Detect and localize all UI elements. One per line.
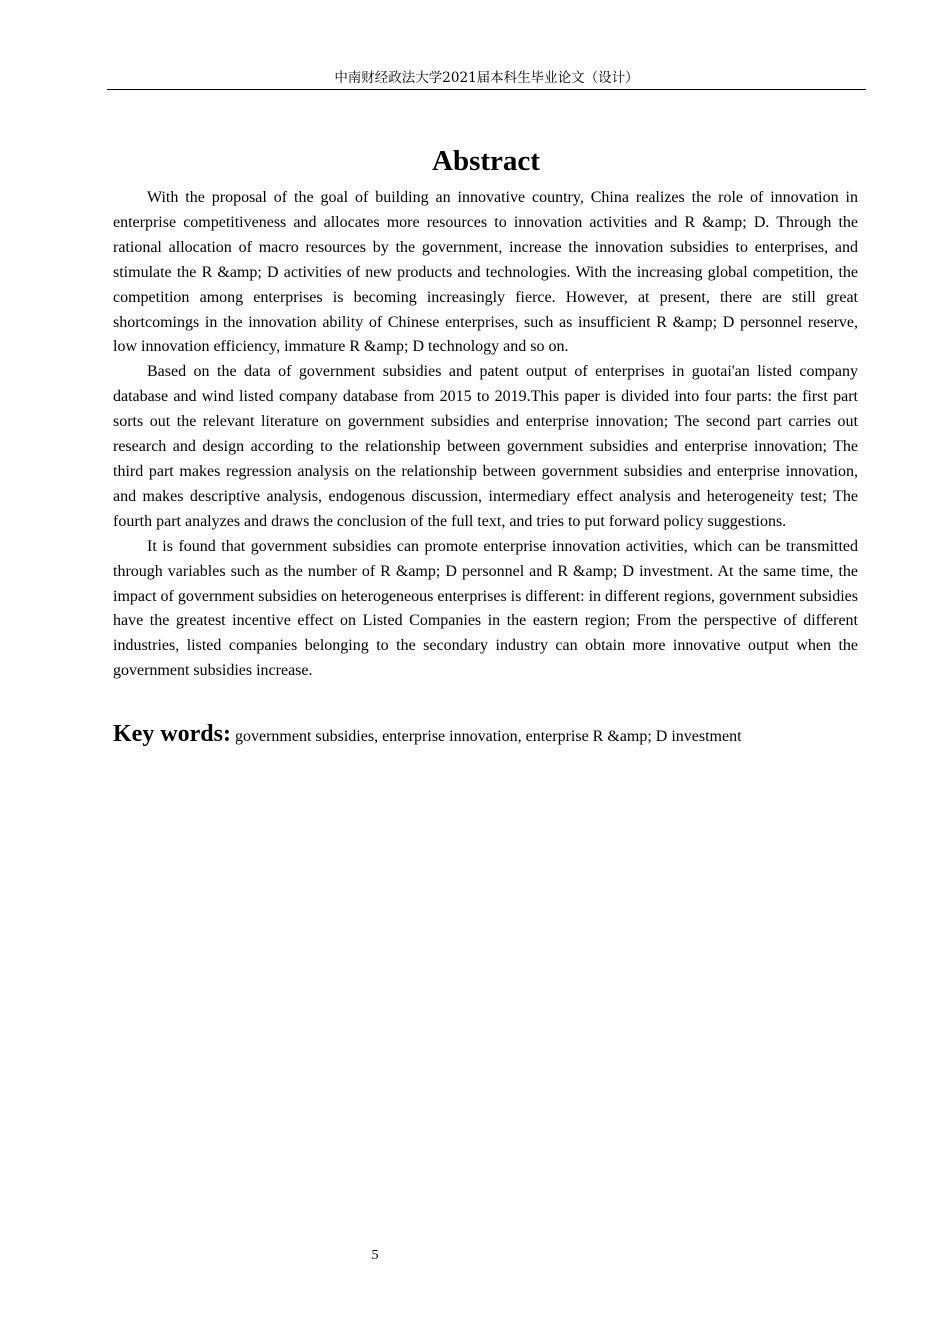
abstract-body (113, 186, 858, 684)
abstract-paragraph-1: With the proposal of the goal of building an innovative country, China realizes the role of innovation in enterprise competitiveness and allocates more resources to innovation activities and R &amp; D. Through the rational allocation of macro resources by the government, increase the innovation subsidies to enterprises, and stimulate the R &amp; D activities of new products and technologies. With the increasing global competition, the competition among enterprises is becoming increasingly fierce. However, at present, there are still great shortcomings in the innovation ability of Chinese enterprises, such as insufficient R &amp; D personnel reserve, low innovation efficiency, immature R &amp; D technology and so on. (113, 189, 858, 356)
abstract-paragraph-3: It is found that government subsidies can promote enterprise innovation activities, which can be transmitted through variables such as the number of R &amp; D personnel and R &amp; D investment. At the same time, the impact of government subsidies on heterogeneous enterprises is different: in different regions, government subsidies have the greatest incentive effect on Listed Companies in the eastern region; From the perspective of different industries, listed companies belonging to the secondary industry can obtain more innovative output when the government subsidies increase. (113, 537, 859, 680)
keywords-line (113, 717, 873, 754)
abstract-paragraph-2: Based on the data of government subsidies and patent output of enterprises in guotai'an listed company database and wind listed company database from 2015 to 2019.This paper is divided into four parts: the first part sorts out the relevant literature on government subsidies and enterprise innovation; The second part carries out research and design according to the relationship between government subsidies and enterprise innovation; The third part makes regression analysis on the relationship between government subsidies and enterprise innovation, and makes descriptive analysis, endogenous discussion, intermediary effect analysis and heterogeneity test; The fourth part analyzes and draws the conclusion of the full text, and tries to put forward policy suggestions. (113, 363, 858, 530)
page-number: 5 (371, 1248, 379, 1263)
keywords-label: Key words: (113, 721, 231, 747)
page-header: 中南财经政法大学2021届本科生毕业论文（设计） (107, 69, 866, 90)
abstract-title: Abstract (432, 145, 540, 177)
keywords-text: government subsidies, enterprise innovation, enterprise R &amp; D investment (230, 728, 742, 745)
